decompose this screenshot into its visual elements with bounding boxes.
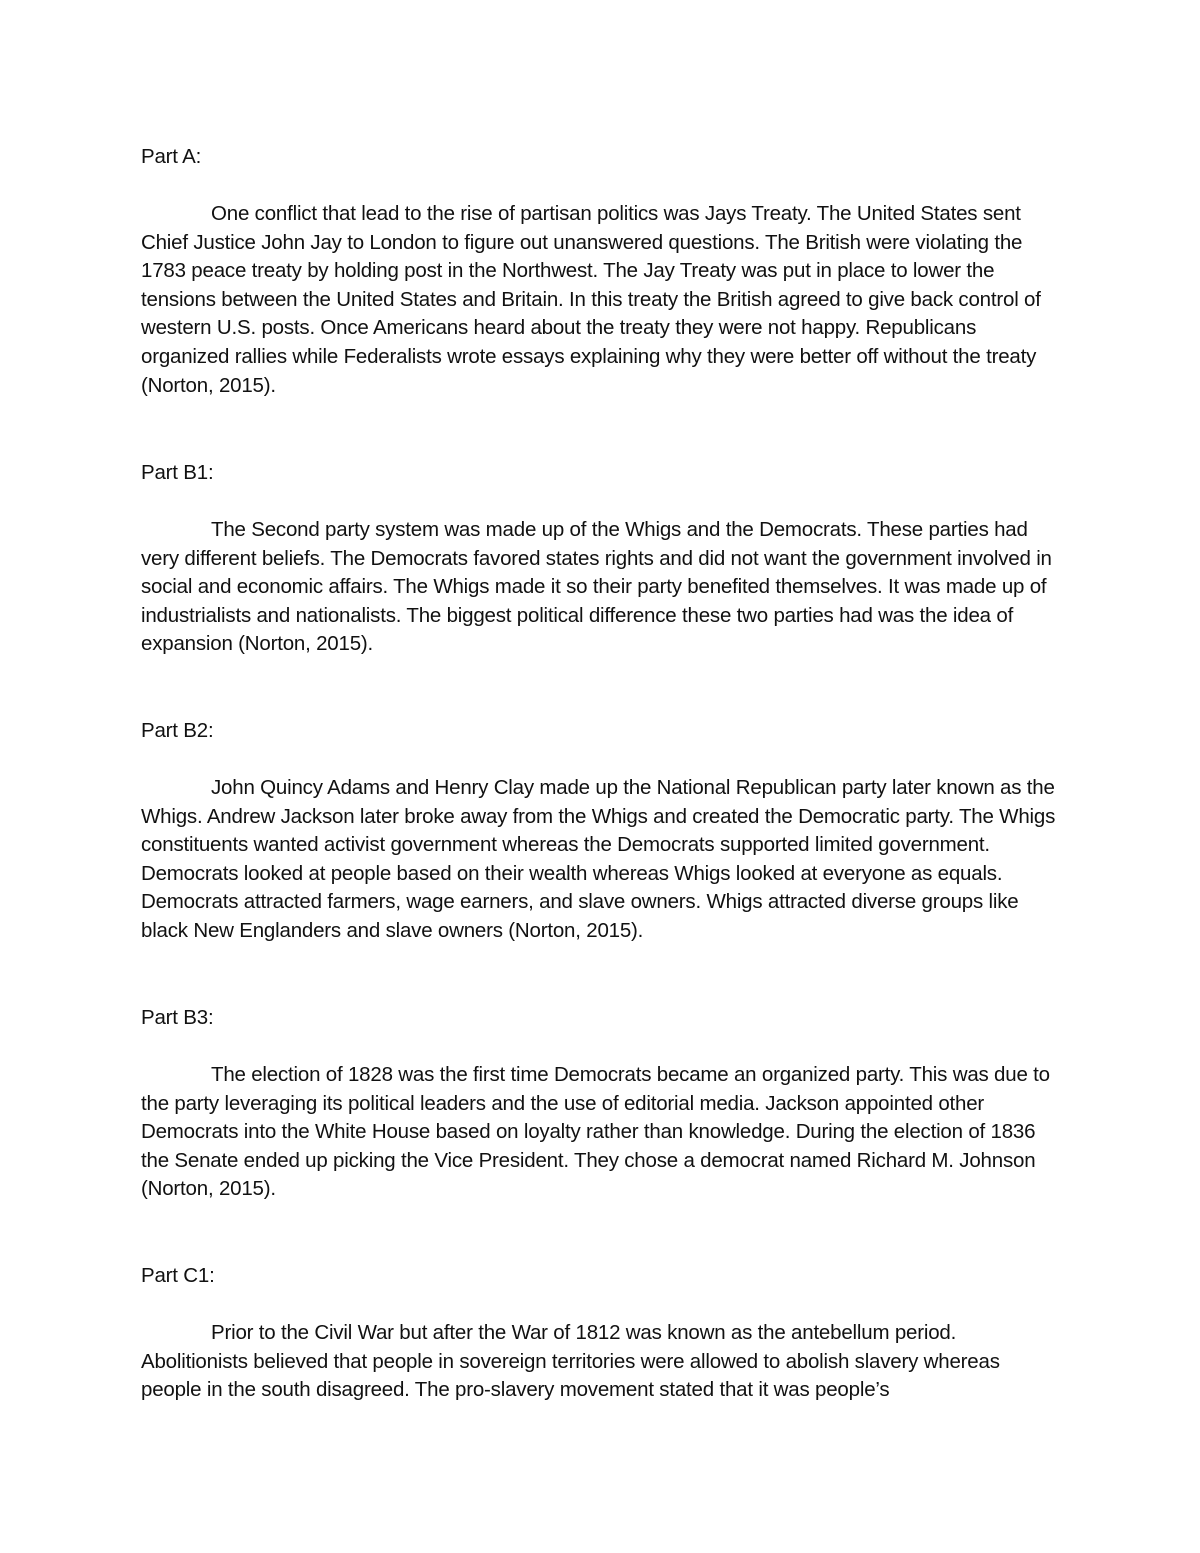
section-body-part-b2: John Quincy Adams and Henry Clay made up the National Republican party later known as the Whigs. Andrew Jackson later broke away from the Whigs and created the Democratic party. The Whigs constituents wanted activist government whereas the Democrats supported limited government. Democrats looked at people based on their wealth whereas Whigs looked at everyone as equals. Democrats attracted farmers, wage earners, and slave owners. Whigs attracted diverse groups like black New Englanders and slave owners (Norton, 2015).: [141, 776, 1056, 942]
section-body-part-c1: Prior to the Civil War but after the War of 1812 was known as the antebellum period. Abolitionists believed that people in sovereign territories were allowed to abolish slavery whereas people in the south disagreed. The pro-slavery movement stated that it was people’s: [141, 1321, 1000, 1402]
section-heading-part-b3: Part B3:: [141, 1006, 214, 1029]
section-body-part-b1: The Second party system was made up of the Whigs and the Democrats. These parties had very different beliefs. The Democrats favored states rights and did not want the government involved in social and economic affairs. The Whigs made it so their party benefited themselves. It was made up of industrialists and nationalists. The biggest political difference these two parties had was the idea of expansion (Norton, 2015).: [141, 518, 1052, 656]
section-heading-part-b1: Part B1:: [141, 461, 214, 484]
section-body-part-b3: The election of 1828 was the first time Democrats became an organized party. This was due to the party leveraging its political leaders and the use of editorial media. Jackson appointed other Democrats into the White House based on loyalty rather than knowledge. During the election of 1836 the Senate ended up picking the Vice President. They chose a democrat named Richard M. Johnson (Norton, 2015).: [141, 1063, 1050, 1201]
section-body-part-a: One conflict that lead to the rise of partisan politics was Jays Treaty. The United States sent Chief Justice John Jay to London to figure out unanswered questions. The British were violating the 1783 peace treaty by holding post in the Northwest. The Jay Treaty was put in place to lower the tensions between the United States and Britain. In this treaty the British agreed to give back control of western U.S. posts. Once Americans heard about the treaty they were not happy. Republicans organized rallies while Federalists wrote essays explaining why they were better off without the treaty (Norton, 2015).: [141, 202, 1041, 397]
section-heading-part-c1: Part C1:: [141, 1264, 215, 1287]
section-heading-part-a: Part A:: [141, 145, 202, 168]
section-heading-part-b2: Part B2:: [141, 719, 214, 742]
